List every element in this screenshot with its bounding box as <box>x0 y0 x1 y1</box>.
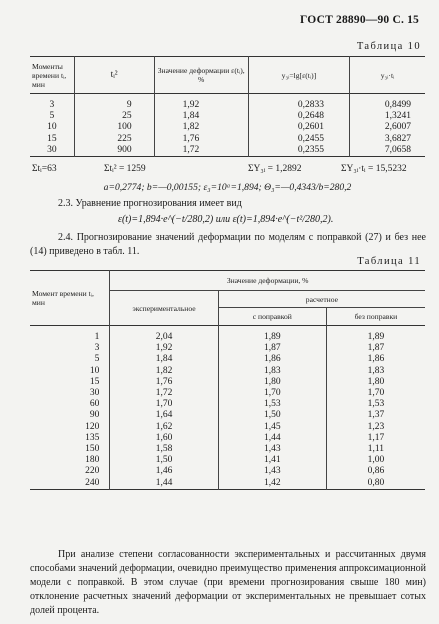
table-cell: 90 <box>89 410 100 421</box>
table-cell: 1,70 <box>218 388 326 399</box>
table-cell: 1,76 <box>110 377 218 388</box>
table-row <box>30 122 425 133</box>
table-cell: 1,17 <box>326 433 425 444</box>
table-cell: 1,86 <box>326 354 425 365</box>
table-cell: 180 <box>85 455 100 466</box>
table-row <box>30 326 425 344</box>
table-cell: 25 <box>74 111 154 122</box>
table-cell: 1,50 <box>218 410 326 421</box>
table-cell: 3,6827 <box>350 134 425 145</box>
table10-caption: Таблица 10 <box>356 41 421 52</box>
table-cell: 1,84 <box>110 354 218 365</box>
sum-yt: ΣY₃ᵢ·tᵢ = 15,5232 <box>341 164 407 174</box>
table-cell: 1,43 <box>218 466 326 477</box>
table-cell: 1,87 <box>326 343 425 354</box>
table-cell: 900 <box>74 145 154 157</box>
table-cell: 1,84 <box>154 111 248 122</box>
table-cell: 220 <box>85 466 100 477</box>
table-cell: 1,45 <box>218 422 326 433</box>
table-row <box>30 354 425 365</box>
table-cell: 1,83 <box>326 366 425 377</box>
table-cell: 1,82 <box>154 122 248 133</box>
table-cell: 0,80 <box>326 478 425 490</box>
table-cell: 1,64 <box>110 410 218 421</box>
table-cell: 1,70 <box>326 388 425 399</box>
table-cell: 0,86 <box>326 466 425 477</box>
table-cell: 100 <box>74 122 154 133</box>
table11-header-with: с поправкой <box>218 308 326 326</box>
table-cell: 60 <box>89 399 100 410</box>
table-cell: 0,2355 <box>248 145 349 157</box>
table10-header-t2: tᵢ² <box>74 57 154 94</box>
table-row <box>30 466 425 477</box>
table10-header-lg: y₃ᵢ=lg[ε(tᵢ)] <box>248 57 349 94</box>
table-cell: 1,92 <box>154 94 248 112</box>
table-cell: 1,60 <box>110 433 218 444</box>
table-cell: 15 <box>89 376 100 387</box>
table-cell: 1,62 <box>110 422 218 433</box>
table10-header-deformation: Значение деформации ε(tᵢ), % <box>154 57 248 94</box>
table-row <box>30 388 425 399</box>
table-cell: 0,2648 <box>248 111 349 122</box>
table-cell: 5 <box>49 111 55 122</box>
regression-params: a=0,2774; b=—0,00155; ε₃=10ᵃ=1,894; Θ₃=—0,4343/b=280,2 <box>103 182 352 193</box>
table-cell: 1,50 <box>110 455 218 466</box>
table-cell: 1,92 <box>110 343 218 354</box>
table-cell: 1,83 <box>218 366 326 377</box>
table-row <box>30 111 425 122</box>
table-cell: 3 <box>94 343 100 354</box>
table-cell: 0,8499 <box>350 94 425 112</box>
table-cell: 1,70 <box>110 399 218 410</box>
table-row <box>30 444 425 455</box>
table-row <box>30 478 425 490</box>
page-header: ГОСТ 28890—90 С. 15 <box>300 14 419 26</box>
table-cell: 1,72 <box>110 388 218 399</box>
table-cell: 1,80 <box>326 377 425 388</box>
table11-header-time: Момент времени tᵢ, мин <box>32 289 94 307</box>
table-cell: 1,76 <box>154 134 248 145</box>
table-cell: 120 <box>85 421 100 432</box>
table11-header-without: без поправки <box>326 308 425 326</box>
section-2-3: 2.3. Уравнение прогнозирования имеет вид <box>58 198 242 209</box>
table-row <box>30 433 425 444</box>
table-cell: 7,0658 <box>350 145 425 157</box>
table-cell: 15 <box>47 133 57 144</box>
table-cell: 1,80 <box>218 377 326 388</box>
conclusion-paragraph: При анализе степени согласованности экспериментальных и рассчитанных двумя способами значений деформации, очевидно преимущество применения аппроксимационной модели с поправкой. В этом случае (при времени прогнозирования свыше 180 мин) отклонение расчетных значений деформации от экспериментальных не превышает сотых долей процента. <box>30 549 426 616</box>
table-row <box>30 134 425 145</box>
table-row <box>30 343 425 354</box>
table-cell: 1,41 <box>218 455 326 466</box>
table-cell: 1,72 <box>154 145 248 157</box>
table-cell: 1,46 <box>110 466 218 477</box>
table10 <box>30 56 425 157</box>
table-cell: 1,82 <box>110 366 218 377</box>
table-cell: 225 <box>74 134 154 145</box>
table-cell: 1,53 <box>218 399 326 410</box>
table-cell: 9 <box>74 94 154 112</box>
table-cell: 1,44 <box>218 433 326 444</box>
table-cell: 1,89 <box>218 326 326 344</box>
table-cell: 1 <box>94 332 100 342</box>
table-cell: 1,44 <box>110 478 218 490</box>
table-row <box>30 422 425 433</box>
table-row <box>30 377 425 388</box>
table-cell: 1,37 <box>326 410 425 421</box>
table-cell: 1,87 <box>218 343 326 354</box>
table-cell: 3 <box>49 100 55 110</box>
table11 <box>30 270 425 490</box>
table-cell: 1,53 <box>326 399 425 410</box>
table-row <box>30 399 425 410</box>
table-cell: 135 <box>85 432 100 443</box>
table-cell: 30 <box>89 388 100 399</box>
table-cell: 1,58 <box>110 444 218 455</box>
table-cell: 1,23 <box>326 422 425 433</box>
table-cell: 10 <box>89 365 100 376</box>
table-row <box>30 455 425 466</box>
sum-t: Σtᵢ=63 <box>32 164 57 174</box>
table-row <box>30 145 425 157</box>
table-row <box>30 410 425 421</box>
sum-y: ΣY₃ᵢ = 1,2892 <box>248 164 302 174</box>
table-cell: 1,86 <box>218 354 326 365</box>
table-cell: 0,2833 <box>248 94 349 112</box>
table11-header-exp: экспериментальное <box>110 291 218 326</box>
table-cell: 0,2601 <box>248 122 349 133</box>
table-cell: 2,04 <box>110 326 218 344</box>
table-cell: 30 <box>47 144 57 155</box>
table11-caption: Таблица 11 <box>357 256 421 267</box>
table-cell: 1,89 <box>326 326 425 344</box>
table-cell: 150 <box>85 444 100 455</box>
table11-header-calc: расчетное <box>218 291 425 308</box>
table-cell: 0,2455 <box>248 134 349 145</box>
prediction-formula: ε(t)=1,894·e^(−t/280,2) или ε(t)=1,894·e^(−t²/280,2). <box>118 214 334 225</box>
table-cell: 240 <box>85 477 100 488</box>
table-cell: 5 <box>94 354 100 365</box>
sum-t2: Σtᵢ² = 1259 <box>104 164 146 174</box>
table-cell: 2,6007 <box>350 122 425 133</box>
table-cell: 10 <box>47 122 57 133</box>
table-row <box>30 366 425 377</box>
section-2-4: 2.4. Прогнозирование значений деформации по моделям с поправкой (27) и без нее (14) приведено в табл. 11. <box>30 232 426 257</box>
table-cell: 1,11 <box>326 444 425 455</box>
table-cell: 1,43 <box>218 444 326 455</box>
table-row <box>30 94 425 112</box>
table10-header-product: y₃ᵢ·tᵢ <box>350 57 425 94</box>
table-cell: 1,3241 <box>350 111 425 122</box>
table-cell: 1,00 <box>326 455 425 466</box>
table11-header-group: Значение деформации, % <box>110 271 425 291</box>
table10-header-time: Моменты времени tᵢ, мин <box>32 61 67 89</box>
table-cell: 1,42 <box>218 478 326 490</box>
